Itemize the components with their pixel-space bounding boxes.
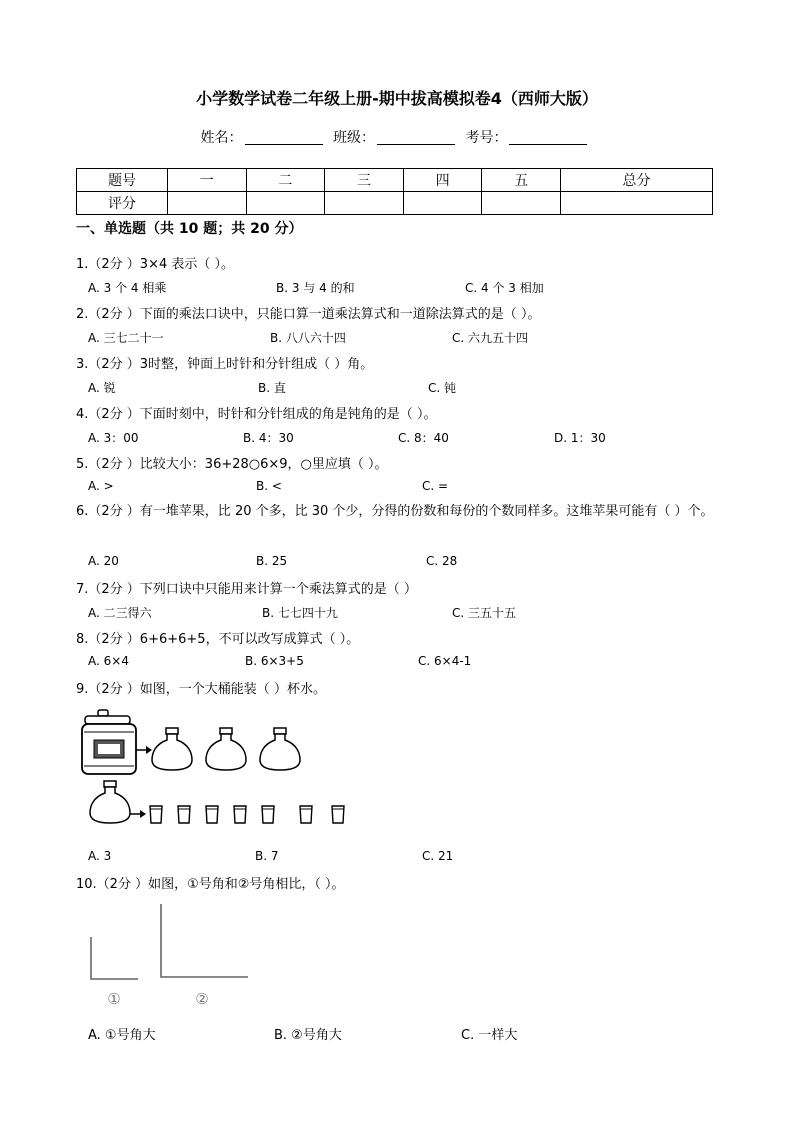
score-header-row (77, 169, 713, 192)
cup-icon (300, 806, 312, 823)
question-2: 2.（2分 ）下面的乘法口诀中，只能口算一道乘法算式和一道除法算式的是（ ）。 (76, 307, 541, 322)
question-10: 10.（2分 ）如图，①号角和②号角相比，（ ）。 (76, 877, 345, 892)
cup-icon (178, 806, 190, 823)
option-b[interactable]: B. ②号角大 (274, 1028, 342, 1043)
question-1: 1.（2分 ）3×4 表示（ ）。 (76, 257, 235, 272)
score-header-cell: 三 (325, 169, 404, 192)
score-row (77, 192, 713, 215)
score-row-label: 评分 (77, 192, 168, 215)
flask-icon (260, 728, 300, 770)
arrow-icon (130, 810, 146, 818)
score-cell[interactable] (482, 192, 561, 215)
score-header-cell: 题号 (77, 169, 168, 192)
option-a[interactable]: A. > (88, 479, 114, 493)
cup-icon (150, 806, 162, 823)
option-b[interactable]: B. 3 与 4 的和 (276, 281, 355, 295)
name-blank[interactable] (245, 130, 323, 145)
option-c[interactable]: C. = (422, 479, 449, 493)
class-blank[interactable] (377, 130, 455, 145)
option-a[interactable]: A. 3 个 4 相乘 (88, 281, 167, 295)
option-c[interactable]: C. 一样大 (461, 1028, 518, 1043)
cup-icon (262, 806, 274, 823)
option-a[interactable]: A. 3：00 (88, 431, 139, 445)
cup-icon (332, 806, 344, 823)
option-c[interactable]: C. 6×4-1 (418, 654, 472, 668)
bucket-icon (82, 710, 136, 774)
score-header-cell: 二 (246, 169, 325, 192)
question-3: 3.（2分 ）3时整，钟面上时针和分针组成（ ）角。 (76, 357, 374, 372)
option-a[interactable]: A. 二三得六 (88, 606, 152, 620)
exam-blank[interactable] (509, 130, 587, 145)
option-b[interactable]: B. 直 (258, 381, 286, 395)
angle-label-1: ① (107, 990, 121, 1008)
option-b[interactable]: B. 七七四十九 (262, 606, 338, 620)
option-c[interactable]: C. 4 个 3 相加 (465, 281, 544, 295)
option-a[interactable]: A. 20 (88, 554, 119, 568)
score-header-cell: 五 (482, 169, 561, 192)
question-7: 7.（2分 ）下列口诀中只能用来计算一个乘法算式的是（ ） (76, 582, 417, 597)
score-header-cell: 总分 (560, 169, 712, 192)
question-6: 6.（2分 ）有一堆苹果，比 20 个多，比 30 个少，分得的份数和每份的个数同样多。这堆苹果可能有（ ）个。 (76, 504, 714, 519)
score-cell[interactable] (246, 192, 325, 215)
exam-label: 考号： (465, 130, 508, 146)
option-b[interactable]: B. 25 (256, 554, 288, 568)
class-label: 班级： (333, 130, 375, 146)
name-label: 姓名： (200, 130, 243, 146)
option-a[interactable]: A. 三七二十一 (88, 331, 164, 345)
angle-1 (91, 937, 138, 979)
angle-figure (84, 900, 264, 1010)
score-header-cell: 一 (168, 169, 247, 192)
option-b[interactable]: B. 6×3+5 (245, 654, 304, 668)
section-heading: 一、单选题（共 10 题；共 20 分） (76, 221, 303, 237)
option-b[interactable]: B. 4：30 (243, 431, 294, 445)
page-title: 小学数学试卷二年级上册-期中拔高模拟卷4（西师大版） (196, 89, 598, 108)
angle-2 (161, 904, 248, 977)
option-a[interactable]: A. 6×4 (88, 654, 129, 668)
option-c[interactable]: C. 8：40 (398, 431, 449, 445)
score-table (76, 168, 713, 215)
flask-icon (90, 781, 130, 823)
option-a[interactable]: A. 3 (88, 849, 112, 863)
question-4: 4.（2分 ）下面时刻中，时针和分针组成的角是钝角的是（ ）。 (76, 407, 437, 422)
flask-icon (206, 728, 246, 770)
cup-icon (206, 806, 218, 823)
option-b[interactable]: B. 八八六十四 (270, 331, 346, 345)
question-8: 8.（2分 ）6+6+6+5，不可以改写成算式（ ）。 (76, 632, 360, 647)
arrow-icon (136, 746, 152, 754)
option-a[interactable]: A. 锐 (88, 381, 116, 395)
option-c[interactable]: C. 六九五十四 (452, 331, 529, 345)
option-c[interactable]: C. 28 (426, 554, 458, 568)
option-b[interactable]: B. 7 (255, 849, 279, 863)
score-cell[interactable] (168, 192, 247, 215)
option-a[interactable]: A. ①号角大 (88, 1028, 156, 1043)
question-9: 9.（2分 ）如图，一个大桶能装（ ）杯水。 (76, 682, 326, 697)
score-header-cell: 四 (403, 169, 482, 192)
option-c[interactable]: C. 21 (422, 849, 454, 863)
cup-icon (234, 806, 246, 823)
angle-label-2: ② (195, 990, 209, 1008)
score-cell[interactable] (325, 192, 404, 215)
option-b[interactable]: B. < (256, 479, 282, 493)
question-5: 5.（2分 ）比较大小：36+28○6×9，○里应填（ ）。 (76, 457, 388, 472)
student-info (0, 127, 794, 147)
option-d[interactable]: D. 1：30 (554, 431, 606, 445)
bucket-figure (80, 708, 380, 833)
flask-icon (152, 728, 192, 770)
score-cell[interactable] (403, 192, 482, 215)
option-c[interactable]: C. 钝 (428, 381, 457, 395)
score-cell[interactable] (560, 192, 712, 215)
option-c[interactable]: C. 三五十五 (452, 606, 517, 620)
